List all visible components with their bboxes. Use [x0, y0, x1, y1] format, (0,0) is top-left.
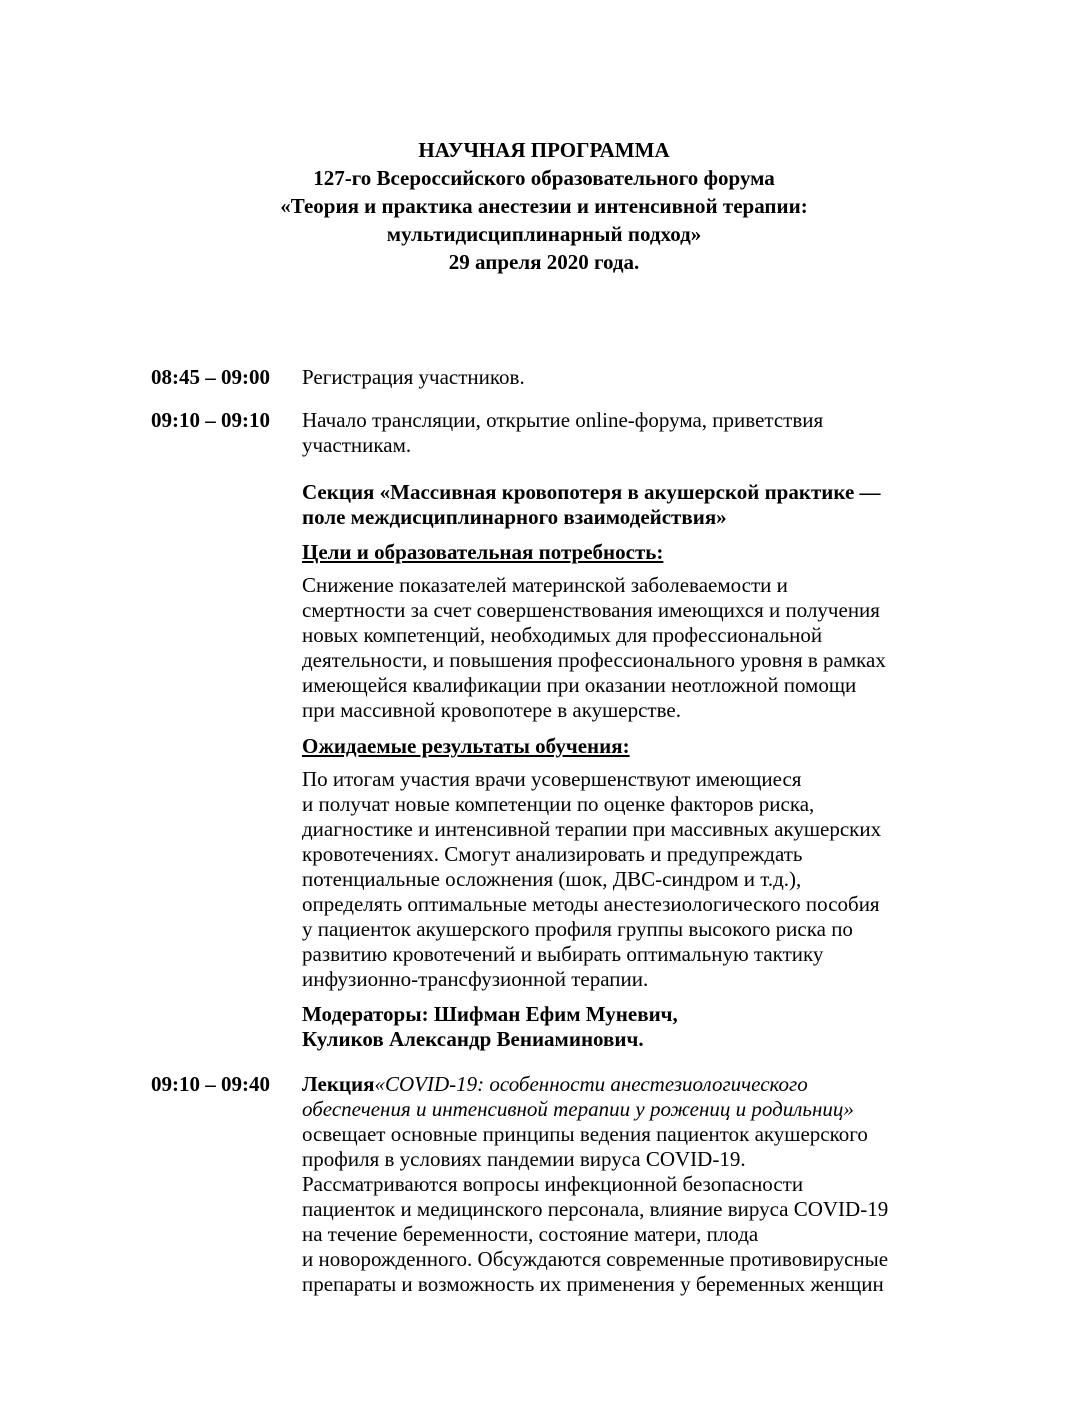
text-line: освещает основные принципы ведения пациенток акушерского [302, 1122, 868, 1146]
text-line: определять оптимальные методы анестезиологического пособия [302, 892, 880, 916]
text-line: профиля в условиях пандемии вируса COVID-19. [302, 1147, 746, 1171]
text-line: кровотечениях. Смогут анализировать и предупреждать [302, 842, 803, 866]
forum-theme-line-2: мультидисциплинарный подход» [386, 222, 702, 246]
text-line: участникам. [302, 433, 412, 457]
schedule-time-2: 09:10 – 09:10 [151, 408, 270, 432]
text-line: и новорожденного. Обсуждаются современные противовирусные [302, 1247, 889, 1271]
goals-text [302, 573, 886, 723]
section-title [302, 480, 881, 530]
section-title-line: поле междисциплинарного взаимодействия» [302, 505, 727, 529]
text-line: имеющейся квалификации при оказании неотложной помощи [302, 673, 857, 697]
section-title-line: Секция «Массивная кровопотеря в акушерской практике — [302, 480, 881, 504]
forum-theme-line-1: «Теория и практика анестезии и интенсивной терапии: [280, 194, 808, 218]
text-line: пациенток и медицинского персонала, влияние вируса COVID-19 [302, 1197, 889, 1221]
text-line: потенциальные осложнения (шок, ДВС-синдром и т.д.), [302, 867, 802, 891]
schedule-time-1: 08:45 – 09:00 [151, 365, 270, 389]
forum-name: 127-го Всероссийского образовательного форума [313, 166, 775, 190]
text-line: Снижение показателей материнской заболеваемости и [302, 573, 788, 597]
moderators-line: Куликов Александр Вениаминович. [302, 1027, 644, 1051]
lecture-title-line: обеспечения и интенсивной терапии у рожениц и родильниц» [302, 1097, 854, 1121]
goals-heading: Цели и образовательная потребность: [302, 540, 664, 564]
text-line: на течение беременности, состояние матери, плода [302, 1222, 759, 1246]
lecture-title-line [302, 1072, 888, 1097]
text-line: Рассматриваются вопросы инфекционной безопасности [302, 1172, 804, 1196]
text-line: диагностике и интенсивной терапии при массивных акушерских [302, 817, 882, 841]
schedule-time-3: 09:10 – 09:40 [151, 1072, 270, 1096]
program-header [0, 136, 1088, 276]
text-line: Начало трансляции, открытие online-форума, приветствия [302, 408, 824, 432]
text-line: деятельности, и повышения профессионального уровня в рамках [302, 648, 886, 672]
text-line: По итогам участия врачи усовершенствуют имеющиеся [302, 767, 802, 791]
results-heading: Ожидаемые результаты обучения: [302, 734, 630, 758]
results-text [302, 767, 881, 992]
text-line: смертности за счет совершенствования имеющихся и получения [302, 598, 880, 622]
program-title: НАУЧНАЯ ПРОГРАММА [418, 138, 670, 162]
text-line: при массивной кровопотере в акушерстве. [302, 698, 681, 722]
text-line: у пациенток акушерского профиля группы высокого риска по [302, 917, 853, 941]
schedule-text-1: Регистрация участников. [302, 365, 525, 389]
text-line: препараты и возможность их применения у беременных женщин [302, 1272, 884, 1296]
lecture-label: Лекция [302, 1072, 375, 1096]
text-line: инфузионно-трансфузионной терапии. [302, 967, 649, 991]
lecture-title: «COVID-19: особенности анестезиологического [374, 1072, 808, 1096]
forum-date: 29 апреля 2020 года. [448, 250, 640, 274]
moderators [302, 1002, 678, 1052]
lecture-text [302, 1072, 888, 1297]
text-line: и получат новые компетенции по оценке факторов риска, [302, 792, 815, 816]
text-line: новых компетенций, необходимых для профессиональной [302, 623, 823, 647]
text-line: развитию кровотечений и выбирать оптимальную тактику [302, 942, 824, 966]
schedule-text-2 [302, 408, 823, 458]
moderators-line: Модераторы: Шифман Ефим Муневич, [302, 1002, 678, 1026]
